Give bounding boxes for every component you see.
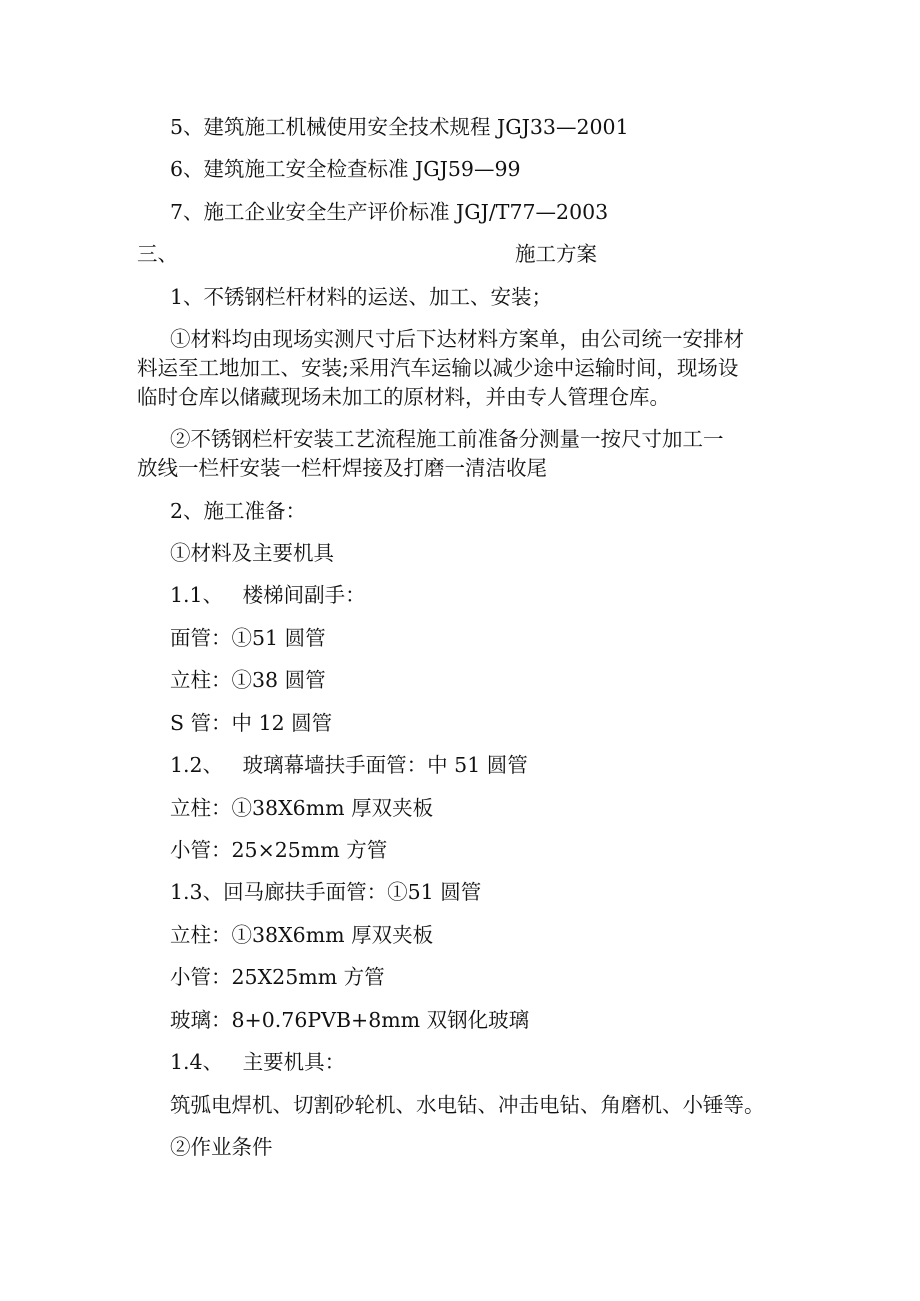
list-item-preparation: 2、施工准备： (170, 499, 307, 523)
sub-heading-materials-tools: ①材料及主要机具 (170, 541, 334, 565)
sub-item-1-1: 1.1、 楼梯间副手： (170, 583, 366, 607)
paragraph-process-line-1: ②不锈钢栏杆安装工艺流程施工前准备分测量一按尺寸加工一 (170, 427, 724, 451)
paragraph-materials-line-1: ①材料均由现场实测尺寸后下达材料方案单，由公司统一安排材 (170, 327, 744, 351)
sub-item-1-4: 1.4、 主要机具： (170, 1050, 346, 1074)
list-item-transport: 1、不锈钢栏杆材料的运送、加工、安装； (170, 285, 553, 309)
spec-line: 立柱：①38X6mm 厚双夹板 (170, 923, 434, 947)
standard-item-6: 6、建筑施工安全检查标准 JGJ59—99 (170, 157, 521, 181)
sub-item-1-3: 1.3、回马廊扶手面管：①51 圆管 (170, 880, 482, 904)
section-number: 三、 (137, 242, 178, 266)
spec-line: 立柱：①38 圆管 (170, 668, 326, 692)
paragraph-process-line-2: 放线一栏杆安装一栏杆焊接及打磨一清洁收尾 (137, 456, 547, 480)
tools-list: 筑弧电焊机、切割砂轮机、水电钻、冲击电钻、角磨机、小锤等。 (170, 1093, 765, 1117)
spec-line: 玻璃：8+0.76PVB+8mm 双钢化玻璃 (170, 1008, 530, 1032)
paragraph-materials-line-2: 料运至工地加工、安装;采用汽车运输以减少途中运输时间，现场设 (137, 356, 739, 380)
spec-line: 立柱：①38X6mm 厚双夹板 (170, 796, 434, 820)
sub-item-1-2: 1.2、 玻璃幕墙扶手面管：中 51 圆管 (170, 753, 528, 777)
sub-heading-work-conditions: ②作业条件 (170, 1135, 273, 1159)
spec-line: 小管：25X25mm 方管 (170, 965, 385, 989)
paragraph-materials-line-3: 临时仓库以储藏现场未加工的原材料，并由专人管理仓库。 (137, 385, 670, 409)
spec-line: 面管：①51 圆管 (170, 626, 326, 650)
section-title: 施工方案 (515, 242, 597, 266)
spec-line: S 管：中 12 圆管 (170, 711, 333, 735)
standard-item-5: 5、建筑施工机械使用安全技术规程 JGJ33—2001 (170, 115, 629, 139)
standard-item-7: 7、施工企业安全生产评价标准 JGJ/T77—2003 (170, 200, 609, 224)
spec-line: 小管：25×25mm 方管 (170, 838, 388, 862)
